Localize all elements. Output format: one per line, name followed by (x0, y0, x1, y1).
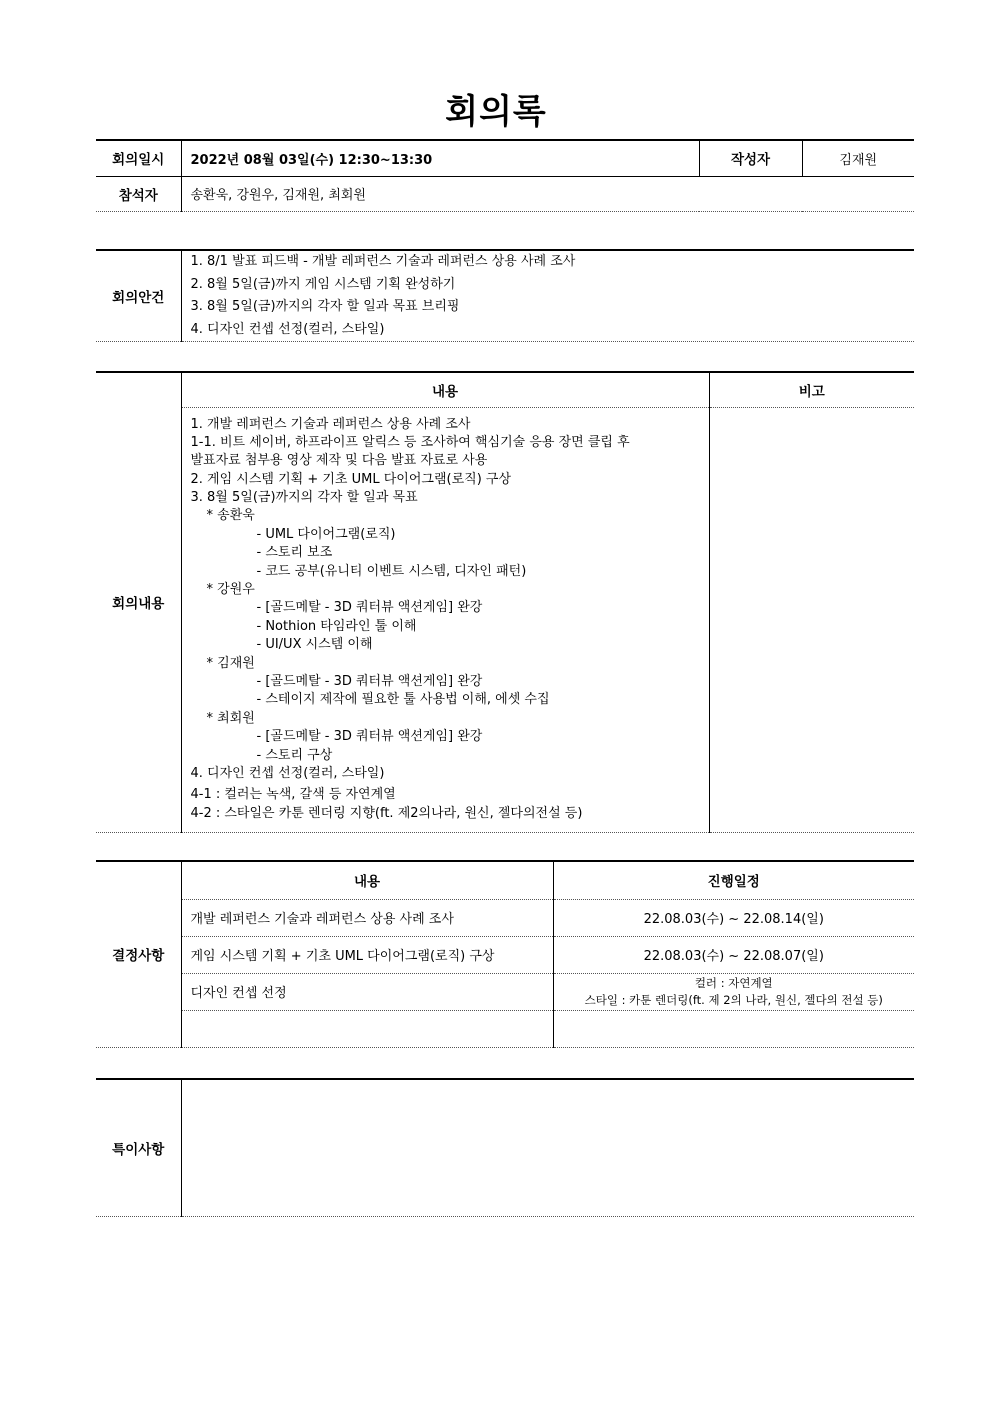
task-item: - UML 다이어그램(로직) (256, 526, 396, 542)
content-column-header: 내용 (181, 372, 709, 407)
content-label: 회의내용 (96, 372, 181, 832)
task-item: - 코드 공부(유니티 이벤트 시스템, 디자인 패턴) (256, 563, 527, 579)
decision-content: 게임 시스템 기획 + 기초 UML 다이어그램(로직) 구상 (181, 936, 553, 973)
person-heading: * 송환욱 (206, 508, 255, 524)
schedule-line: 컬러 : 자연계열 (694, 975, 773, 990)
task-item: - [골드메탈 - 3D 쿼터뷰 액션게임] 완강 (256, 729, 483, 745)
content-line: 발표자료 첨부용 영상 제작 및 다음 발표 자료로 사용 (190, 453, 488, 469)
special-body (181, 1079, 914, 1216)
content-table (96, 371, 914, 833)
content-line: 1-1. 비트 세이버, 하프라이프 알릭스 등 조사하여 핵심기술 응용 장면 클립 후 (190, 434, 630, 450)
note-body (709, 407, 914, 832)
decisions-label: 결정사항 (96, 861, 181, 1047)
agenda-table (96, 249, 914, 342)
header-table (96, 139, 914, 212)
person-heading: * 김재원 (206, 655, 255, 671)
table-row (96, 936, 914, 973)
content-line: 4-2 : 스타일은 카툰 렌더링 지향(ft. 제2의나라, 원신, 젤다의전설 등) (190, 805, 583, 821)
date-label: 회의일시 (96, 140, 181, 176)
agenda-item: 3. 8월 5일(금)까지의 각자 할 일과 목표 브리핑 (190, 299, 460, 314)
attendees-label: 참석자 (96, 176, 181, 211)
table-row (96, 899, 914, 936)
decision-schedule (553, 973, 914, 1010)
decision-schedule (553, 1010, 914, 1047)
task-item: - 스토리 구상 (256, 747, 333, 763)
date-value: 2022년 08월 03일(수) 12:30~13:30 (181, 140, 699, 176)
schedule-line: 스타일 : 카툰 렌더링(ft. 제 2의 나라, 원신, 젤다의 전설 등) (584, 992, 883, 1007)
content-line: 2. 게임 시스템 기획 + 기초 UML 다이어그램(로직) 구상 (190, 471, 512, 487)
table-row (96, 973, 914, 1010)
author-value: 김재원 (839, 152, 878, 168)
decision-content: 개발 레퍼런스 기술과 레퍼런스 상용 사례 조사 (181, 899, 553, 936)
content-line: 3. 8월 5일(금)까지의 각자 할 일과 목표 (190, 490, 418, 506)
person-heading: * 최회원 (206, 710, 255, 726)
attendees-value: 송환욱, 강원우, 김재원, 최회원 (190, 188, 366, 203)
note-column-header: 비고 (798, 383, 825, 400)
decisions-schedule-header: 진행일정 (707, 874, 760, 891)
task-item: - [골드메탈 - 3D 쿼터뷰 액션게임] 완강 (256, 673, 483, 689)
special-label: 특이사항 (96, 1079, 181, 1216)
task-item: - 스테이지 제작에 필요한 툴 사용법 이해, 에셋 수집 (256, 692, 550, 708)
decision-content (181, 1010, 553, 1047)
decision-content: 디자인 컨셉 선정 (181, 973, 553, 1010)
decision-schedule: 22.08.03(수) ~ 22.08.07(일) (643, 949, 824, 964)
agenda-item: 2. 8월 5일(금)까지 게임 시스템 기획 완성하기 (190, 276, 456, 292)
task-item: - UI/UX 시스템 이해 (256, 637, 373, 653)
task-item: - Nothion 타임라인 툴 이해 (256, 618, 417, 634)
decisions-table (96, 860, 914, 1048)
task-item: - [골드메탈 - 3D 쿼터뷰 액션게임] 완강 (256, 600, 483, 616)
agenda-item: 1. 8/1 발표 피드백 - 개발 레퍼런스 기술과 레퍼런스 상용 사례 조사 (190, 254, 576, 269)
agenda-label: 회의안건 (96, 250, 181, 342)
decisions-content-header: 내용 (181, 861, 553, 899)
author-label: 작성자 (699, 140, 802, 176)
page-title: 회의록 (445, 92, 547, 132)
decision-schedule: 22.08.03(수) ~ 22.08.14(일) (643, 912, 824, 927)
table-row (96, 1010, 914, 1047)
content-line: 4-1 : 컬러는 녹색, 갈색 등 자연계열 (190, 787, 396, 803)
task-item: - 스토리 보조 (256, 545, 333, 561)
content-line: 4. 디자인 컨셉 선정(컬러, 스타일) (190, 765, 385, 781)
content-body (181, 407, 709, 832)
person-heading: * 강원우 (206, 582, 255, 598)
agenda-item: 4. 디자인 컨셉 선정(컬러, 스타일) (190, 321, 385, 337)
content-line: 1. 개발 레퍼런스 기술과 레퍼런스 상용 사례 조사 (190, 416, 471, 432)
special-table (96, 1078, 914, 1217)
